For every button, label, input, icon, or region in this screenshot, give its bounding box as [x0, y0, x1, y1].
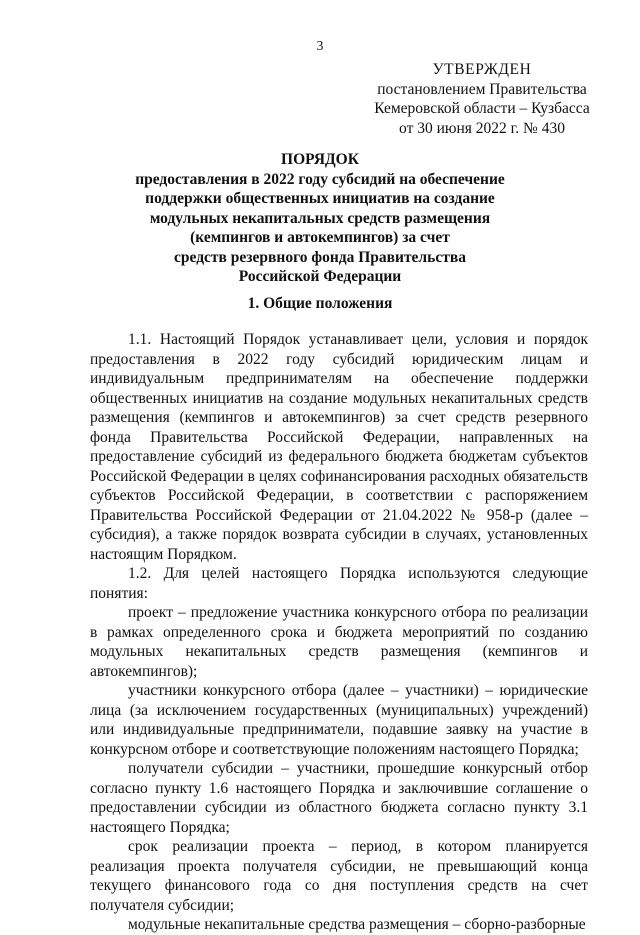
paragraph: проект – предложение участника конкурсного отбора по реализации в рамках определенного срока и бюджета мероприятий по созданию модульных некапитальных средств размещения (кемпингов и автокемпингов);: [90, 604, 588, 680]
approval-line: Кемеровской области – Кузбасса: [374, 100, 590, 117]
document-title: [120, 150, 520, 287]
document-title-line: Российской Федерации: [238, 268, 402, 285]
paragraph: 1.1. Настоящий Порядок устанавливает цели, условия и порядок предоставления в 2022 году субсидий юридическим лицам и индивидуальным предпринимателям на обеспечение поддержки общественных инициатив на создание модульных некапитальных средств размещения (кемпингов и автокемпингов) за счет средств резервного фонда Правительства Российской Федерации, направленных на предоставление субсидий из федерального бюджета бюджетам субъектов Российской Федерации в целях софинансирования расходных обязательств субъектов Российской Федерации, в соответствии с распоряжением Правительства Российской Федерации от 21.04.2022 № 958-р (далее – субсидия), а также порядок возврата субсидии в случаях, установленных настоящим Порядком.: [90, 331, 588, 563]
document-title-main: ПОРЯДОК: [281, 151, 359, 168]
section-body: [90, 330, 588, 935]
approval-stamp: [372, 60, 592, 138]
document-title-line: модульных некапитальных средств размещения: [149, 209, 491, 227]
paragraph: модульные некапитальные средства размещения – сборно-разборные: [128, 916, 586, 933]
section-heading: 1. Общие положения: [247, 295, 393, 312]
document-title-line: предоставления в 2022 году субсидий на обеспечение: [135, 170, 505, 188]
paragraph: получатели субсидии – участники, прошедшие конкурсный отбор согласно пункту 1.6 настоящего Порядка и заключившие соглашение о предоставлении субсидии из областного бюджета согласно пункту 3.1 настоящего Порядка;: [90, 760, 588, 836]
approval-date: от 30 июня 2022 г. № 430: [399, 119, 565, 137]
document-title-line: поддержки общественных инициатив на создание: [145, 190, 495, 207]
approval-line: постановлением Правительства: [377, 80, 587, 98]
approval-title: УТВЕРЖДЕН: [432, 61, 532, 78]
paragraph: срок реализации проекта – период, в котором планируется реализация проекта получателя субсидии, не превышающий конца текущего финансового года со дня поступления средств на счет получателя субсидии;: [90, 838, 588, 914]
paragraph: участники конкурсного отбора (далее – участники) – юридические лица (за исключением государственных (муниципальных) учреждений) или индивидуальные предприниматели, подавшие заявку на участие в конкурсном отборе и соответствующие положениям настоящего Порядка;: [90, 682, 588, 758]
document-title-line: средств резервного фонда Правительства: [174, 248, 466, 266]
paragraph: 1.2. Для целей настоящего Порядка используются следующие понятия:: [90, 565, 588, 602]
document-title-line: (кемпингов и автокемпингов) за счет: [190, 229, 450, 246]
page-number: 3: [316, 38, 324, 53]
